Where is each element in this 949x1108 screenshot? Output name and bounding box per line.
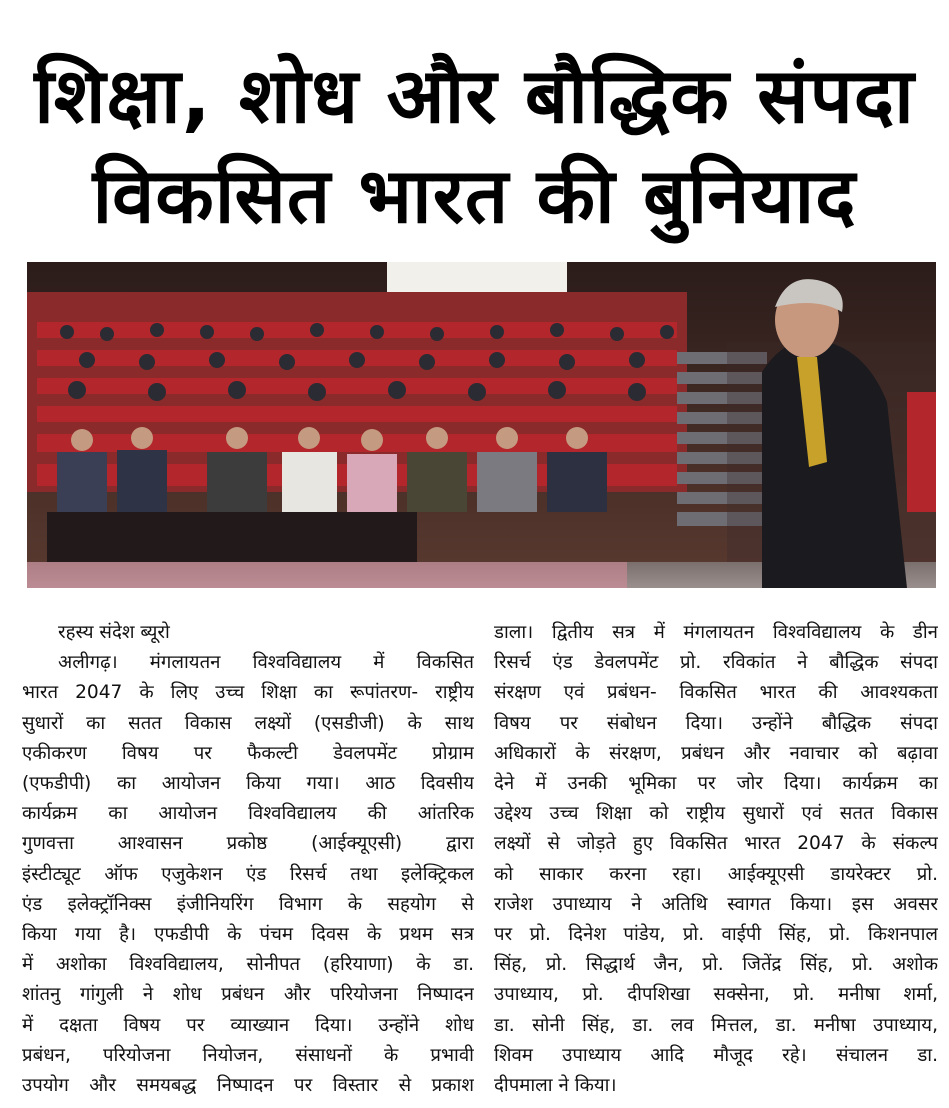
- article-line: एकीकरण विषय पर फैकल्टी डेवलपमेंट प्रोग्राम: [22, 742, 474, 764]
- article-line: सिंह, प्रो. सिद्धार्थ जैन, प्रो. जितेंद्र सिंह, प्रो. अशोक: [494, 954, 938, 976]
- article-line: पर प्रो. दिनेश पांडेय, प्रो. वाईपी सिंह, प्रो. किशनपाल: [494, 924, 938, 946]
- article-line: एंड इलेक्ट्रॉनिक्स इंजीनियरिंग विभाग के सहयोग से: [22, 893, 474, 915]
- article-line: इंस्टीट्यूट ऑफ एजुकेशन एंड रिसर्च तथा इलेक्ट्रिकल: [22, 863, 474, 885]
- seminar-photo: [27, 262, 936, 588]
- article-line: भारत 2047 के लिए उच्च शिक्षा का रूपांतरण- राष्ट्रीय: [22, 682, 474, 704]
- article-line: संरक्षण एवं प्रबंधन- विकसित भारत की आवश्यकता: [494, 682, 938, 704]
- seminar-audience-photo-icon: [27, 262, 936, 588]
- article-line: राजेश उपाध्याय ने अतिथि स्वागत किया। इस अवसर: [494, 893, 938, 915]
- article-line: अधिकारों के संरक्षण, प्रबंधन और नवाचार को बढ़ावा: [494, 742, 938, 764]
- article-line: गुणवत्ता आश्वासन प्रकोष्ठ (आईक्यूएसी) द्वारा: [22, 833, 474, 855]
- article-line: (एफडीपी) का आयोजन किया गया। आठ दिवसीय: [22, 773, 474, 795]
- article-line: को साकार करना रहा। आईक्यूएसी डायरेक्टर प्रो.: [494, 863, 938, 885]
- article-line: कार्यक्रम का आयोजन विश्वविद्यालय की आंतरिक: [22, 803, 474, 825]
- article-line: प्रबंधन, परियोजना नियोजन, संसाधनों के प्रभावी: [22, 1044, 474, 1066]
- article-column-1: [22, 618, 474, 1101]
- headline-line-1: शिक्षा, शोध और बौद्धिक संपदा: [34, 51, 915, 140]
- article-line: सुधारों का सतत विकास लक्ष्यों (एसडीजी) के साथ: [22, 712, 474, 734]
- article-line: उद्देश्य उच्च शिक्षा को राष्ट्रीय सुधारों एवं सतत विकास: [494, 803, 938, 825]
- article-line: किया गया है। एफडीपी के पंचम दिवस के प्रथम सत्र: [22, 924, 474, 946]
- article-line: अलीगढ़। मंगलायतन विश्वविद्यालय में विकसित: [58, 652, 474, 674]
- article-line: में अशोका विश्वविद्यालय, सोनीपत (हरियाणा) के डा.: [22, 954, 474, 976]
- article-line: रिसर्च एंड डेवलपमेंट प्रो. रविकांत ने बौद्धिक संपदा: [494, 652, 938, 674]
- article-line: उपयोग और समयबद्ध निष्पादन पर विस्तार से प्रकाश: [22, 1075, 474, 1097]
- article-line: डाला। द्वितीय सत्र में मंगलायतन विश्वविद्यालय के डीन: [494, 622, 938, 643]
- article-line: लक्ष्यों से जोड़ते हुए विकसित भारत 2047 के संकल्प: [494, 833, 938, 855]
- article-line: में दक्षता विषय पर व्याख्यान दिया। उन्होंने शोध: [22, 1014, 474, 1036]
- article-line: डा. सोनी सिंह, डा. लव मित्तल, डा. मनीषा उपाध्याय,: [494, 1014, 938, 1036]
- headline-line-2: विकसित भारत की बुनियाद: [92, 151, 857, 240]
- article-line: विषय पर संबोधन दिया। उन्होंने बौद्धिक संपदा: [494, 712, 938, 734]
- article-column-2: [494, 618, 938, 1101]
- article-line: शांतनु गांगुली ने शोध प्रबंधन और परियोजना निष्पादन: [22, 984, 474, 1006]
- byline: रहस्य संदेश ब्यूरो: [58, 622, 170, 643]
- article-line: देने में उनकी भूमिका पर जोर दिया। कार्यक्रम का: [494, 773, 938, 795]
- article-line: उपाध्याय, प्रो. दीपशिखा सक्सेना, प्रो. मनीषा शर्मा,: [494, 984, 938, 1006]
- article-line: दीपमाला ने किया।: [494, 1075, 617, 1097]
- article-line: शिवम उपाध्याय आदि मौजूद रहे। संचालन डा.: [494, 1044, 938, 1066]
